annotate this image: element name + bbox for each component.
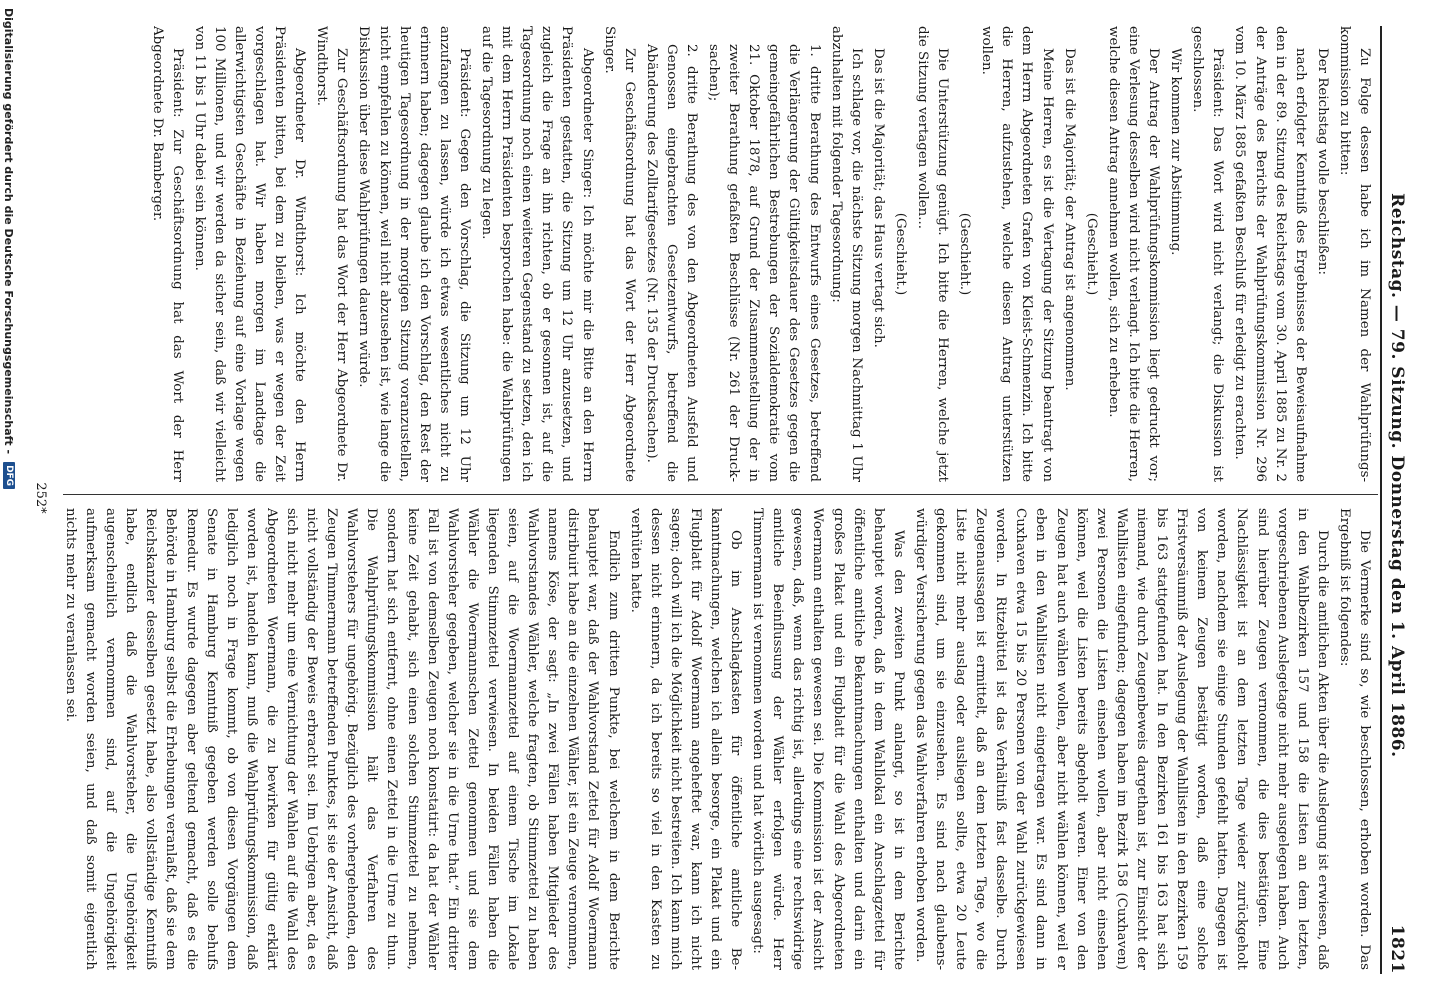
paragraph: Endlich zum dritten Punkte, bei welchem in dem Berichte behauptet war, daß der Wahlvorstand Zettel für Adolf Woermann distribuirt habe an die einzelnen Wähler, ist ein Zeuge vernommen, namens Köse, der sagt: „In zwei Fällen haben Mitglieder des Wahlvorstandes Wähler, welche fragten, ob Stimmzettel zu haben seien, auf die Woermannzettel auf einem Tische im Lokale liegenden Stimmzettel verwiesen. In beiden Fällen haben die Wähler die Woermannschen Zettel genommen und sie dem Wahlvorsteher gegeben, welcher sie in die Urne that.“ Ein dritter Fall ist von demselben Zeugen noch konstatirt: da hat der Wähler keine Zeit gehabt, sich einen solchen Stimmzettel zu nehmen, sondern hat sich entfernt, ohne einen Zettel in die Urne zu thun. Die Wahlprüfungskommission hält das Verfahren des Wahlvorstehers für ungehörig. Bezüglich des vorhergehenden, den Zeugen Timmermann betreffenden Punktes, ist sie der Ansicht, daß nicht vollständig der Beweis erbracht sei. Im Uebrigen aber, da es sich nicht mehr um eine Vernichtung der Wahlen auf die Wahl des Abgeordneten Woermann, die zu bewirken für gültig erklärt worden ist, handeln kann, muß die Wahlprüfungskommission, daß lediglich noch in Frage kommt, ob von diesen Vorgängen dem Senate in Hamburg Kenntniß gegeben werden solle behufs Remedur. Es wurde dagegen aber geltend gemacht, daß es die Behörde in Hamburg selbst die Erhebungen veranlaßt, daß sie dem Reichskanzler desselben gesetzt habe, also vollständige Kenntniß habe, endlich daß die Wahlvorsteher, die Ungehörigkeit augenscheinlich vernommen sind, auf die Ungehörigkeit aufmerksam gemacht worden seien, und daß somit eigentlich nichts mehr zu veranlassen sei.	[63, 508, 621, 970]
paragraph: Der Antrag der Wahlprüfungskommission liegt gedruckt vor; eine Verlesung desselben wird nicht verlangt. Ich bitte die Herren, welche diesen Antrag annehmen wollen, sich zu erheben.	[1105, 26, 1162, 482]
paragraph: Die Unterstützung genügt. Ich bitte die Herren, welche jetzt die Sitzung vertagen wollen...	[915, 26, 951, 482]
paragraph: Die Vermerke sind so, wie beschlossen, erhoben worden. Das Ergebniß ist folgendes:	[1336, 508, 1372, 970]
paragraph: Abgeordneter Dr. Windthorst: Ich möchte den Herrn Präsidenten bitten, bei dem zu bleiben, was er wegen der Zeit vorgeschlagen hat. Wir haben morgen im Landtage die allerwichtigsten Geschäfte in Beziehung auf eine Vorlage wegen 100 Millionen, und wir werden da sicher sein, daß wir vielleicht von 11 bis 1 Uhr dabei sein können.	[191, 26, 308, 482]
stage-direction: (Geschieht.)	[892, 212, 908, 296]
agenda-item	[703, 26, 824, 482]
paragraph: Ich schlage vor, die nächste Sitzung morgen Nachmittag 1 Uhr abzuhalten mit folgender Tagesordnung:	[828, 26, 864, 482]
paragraph: Präsident: Das Wort wird nicht verlangt; die Diskussion ist geschlossen.	[1190, 26, 1226, 482]
paragraph: Der Reichstag wolle beschließen:	[1314, 48, 1330, 276]
stage-direction: (Geschieht.)	[1083, 212, 1099, 296]
column-divider	[63, 494, 1378, 495]
list-item-text: dritte Berathung des Entwurfs eines Gesetzes, betreffend die Verlängerung der Gültigkeitsdauer des Gesetzes gegen die gemeingefährlichen Bestrebungen der Sozialdemokratie vom 21. Oktober 1878, auf Grund der Zusammenstellung der in zweiter Berathung gefaßten Beschlüsse (Nr. 261 der Drucksachen);	[706, 44, 822, 482]
paragraph: Zur Geschäftsordnung hat das Wort der Herr Abgeordnete Singer.	[601, 26, 637, 482]
paragraph: Meine Herren, es ist die Vertagung der Sitzung beantragt von dem Herrn Abgeordneten Grafen von Kleist-Schmenzin. Ich bitte die Herren, aufzustehen, welche diesen Antrag unterstützen wollen.	[979, 26, 1055, 482]
paragraph: Das ist die Majorität; das Haus vertagt sich.	[870, 48, 886, 348]
paragraph: Zu Folge dessen habe ich im Namen der Wahlprüfungskommission zu bitten:	[1336, 26, 1372, 482]
stage-direction: (Geschieht.)	[957, 212, 973, 296]
paragraph: Zur Geschäftsordnung hat das Wort der Herr Abgeordnete Dr. Windthorst.	[314, 26, 350, 482]
sheet-signature: 252*	[33, 482, 48, 514]
paragraph: Durch die amtlichen Akten über die Auslegung ist erwiesen, daß in den Wahlbezirken 157 und 158 die Listen an dem letzten, vorgeschriebenen Auslegetage nicht mehr ausgelegen haben. Auch sind hierüber Zeugen vernommen, die dies bestätigen. Eine Nachlässigkeit ist an dem letzten Tage wieder zurückgeholt worden, nachdem sie einige Stunden gefehlt hatten. Dagegen ist von keinem Zeugen bestätigt worden, daß eine solche Fristversäumniß der Auslegung der Wahllisten in den Bezirken 159 bis 163 stattgefunden hat. In den Bezirken 161 bis 163 hat sich niemand, wie durch Zeugenbeweis dargethan ist, zur Einsicht der Wahllisten eingefunden; dagegen haben im Bezirk 158 (Cuxhaven) zwei Personen die Listen einsehen wollen, aber nicht einsehen können, weil die Listen bereits abgeholt waren. Einer von den Zeugen hat auch wählen wollen, aber nicht wählen können, weil er eben in den Wahllisten nicht eingetragen war. Es sind dann in Cuxhaven etwa 15 bis 20 Personen von der Wahl zurückgewiesen worden. In Ritzebüttel ist das Verhältniß fast dasselbe. Durch Zeugenaussagen ist ermittelt, daß an dem letzten Tage, wo die Liste nicht mehr auslag oder ausliegen sollte, etwa 20 Leute gekommen sind, um sie einzusehen. Es sind nach glaubenswürdiger Versicherung gegen das Wahlverfahren erhoben worden.	[912, 508, 1330, 970]
paragraph: Abgeordneter Singer: Ich möchte mir die Bitte an den Herrn Präsidenten gestatten, die Sitzung um 12 Uhr anzusetzen, und zugleich die Frage an ihn richten, ob er gesonnen ist, auf die Tagesordnung noch einen weiteren Gegenstand zu setzen, den ich mit dem Herrn Präsidenten besprochen habe: die Wahlprüfungen auf die Tagesordnung zu legen.	[479, 26, 595, 482]
list-number: 1.	[806, 44, 822, 57]
header-title: Reichstag. — 79. Sitzung. Donnerstag den 1. April 1886.	[1387, 193, 1407, 758]
digitization-banner	[2, 8, 16, 998]
paragraph: Präsident: Gegen den Vorschlag, die Sitzung um 12 Uhr anzufangen zu lassen, würde ich etwas wesentliches nicht zu erinnern haben; dagegen glaube ich den Vorschlag, den Rest der heutigen Tagesordnung in der morgigen Sitzung voranzustellen, nicht empfehlen zu können, weil nicht abzusehen ist, wie lange die Diskussion über diese Wahlprüfungen dauern würde.	[356, 26, 472, 482]
document-page	[23, 8, 1418, 988]
paragraph: Was den zweiten Punkt anlangt, so ist in dem Berichte behauptet worden, daß in dem Wahllokal ein Anschlagzettel für öffentliche amtliche Bekanntmachungen enthalten und darin ein großes Plakat und ein Flugblatt für die Wahl des Abgeordneten Woermann enthalten gewesen sei. Die Kommission ist der Ansicht gewesen, daß, wenn das richtig ist, allerdings eine rechtswidrige amtliche Beeinflussung der Wähler erfolgen würde. Herr Timmermann ist vernommen worden und hat wörtlich ausgesagt:	[750, 508, 906, 970]
list-item-text: dritte Berathung des von den Abgeordneten Ausfeld und Genossen eingebrachten Gesetzentwurfs, betreffend die Abänderung des Zolltarifgesetzes (Nr. 135 der Drucksachen).	[643, 44, 699, 482]
banner-text: Digitalisierung gefördert durch die Deutsche Forschungsgemeinschaft -	[2, 8, 16, 455]
paragraph: Wir kommen zur Abstimmung.	[1168, 48, 1184, 256]
paragraph: Ob im Anschlagkasten für öffentliche amtliche Bekanntmachungen, welchen ich allein besorge, ein Plakat und ein Flugblatt für Adolf Woermann angeheftet war, kann ich nicht sagen; doch will ich die Möglichkeit nicht bestreiten. Ich kann mich dessen nicht erinnern, da ich bereits so viel in den Kasten zu verhüten hatte.	[627, 508, 744, 970]
page-number: 1821	[1387, 924, 1407, 974]
right-column	[63, 508, 1374, 970]
page-header	[1380, 26, 1412, 974]
paragraph: nach erfolgter Kenntniß des Ergebnisses der Beweisaufnahme den in der 89. Sitzung des Reichstags vom 30. April 1885 zu Nr. 2 der Anträge des Berichts der Wahlprüfungskommission Nr. 296 vom 10. März 1885 gefaßten Beschluß für erledigt zu erachten.	[1232, 26, 1308, 482]
left-column	[63, 26, 1374, 482]
list-number: 2.	[684, 44, 699, 57]
paragraph: Das ist die Majorität; der Antrag ist angenommen.	[1061, 48, 1077, 391]
dfg-logo: DFG	[3, 462, 15, 489]
paragraph: Präsident: Zur Geschäftsordnung hat das Wort der Herr Abgeordnete Dr. Bamberger.	[149, 26, 185, 482]
agenda-item	[641, 26, 701, 482]
